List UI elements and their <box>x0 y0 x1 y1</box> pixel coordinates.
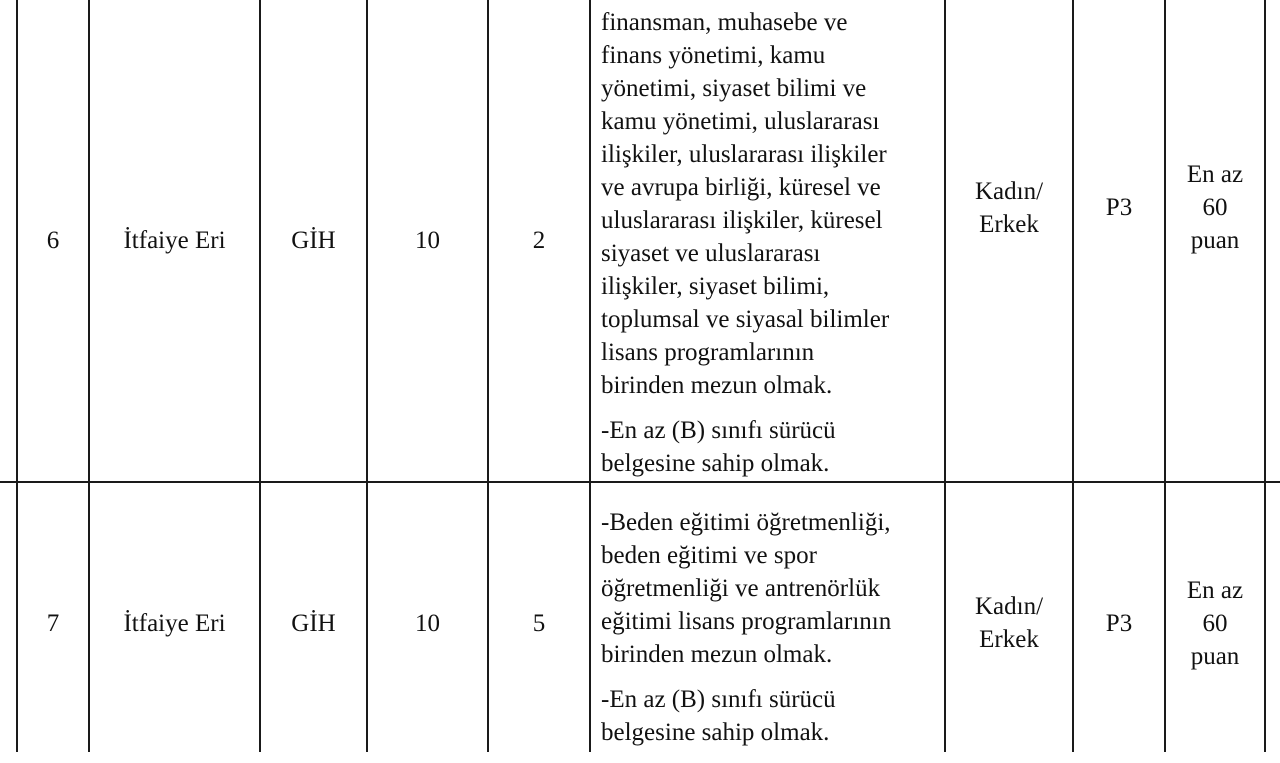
service-class: GİH <box>291 609 336 637</box>
kpss-score-type: P3 <box>1105 194 1133 221</box>
minimum-score: En az 60 puan <box>1186 161 1244 254</box>
position-title: İtfaiye Eri <box>123 609 226 637</box>
driver-license-requirement: -En az (B) sınıfı sürücü belgesine sahip olmak. <box>601 417 836 477</box>
grade: 10 <box>415 609 440 637</box>
driver-license-requirement: -En az (B) sınıfı sürücü belgesine sahip olmak. <box>601 686 836 746</box>
row-number: 6 <box>46 227 60 254</box>
qualification-text: -Beden eğitimi öğretmenliği, beden eğitimi ve spor öğretmenliği ve antrenörlük eğitimi lisans programlarının birinden mezun olmak. -En az (B) sınıfı sürücü belgesine sahip olmak. <box>601 506 891 749</box>
gender: Kadın/ Erkek <box>974 177 1044 238</box>
kpss-score-type: P3 <box>1105 609 1133 637</box>
service-class: GİH <box>291 227 336 254</box>
column-border <box>589 0 591 752</box>
qualification-text: finansman, muhasebe ve finans yönetimi, kamu yönetimi, siyaset bilimi ve kamu yönetimi, uluslararası ilişkiler, uluslararası ilişkiler ve avrupa birliği, küresel ve uluslararası ilişkiler, küresel siyaset ve uluslararası ilişkiler, siyaset bilimi, toplumsal ve siyasal bilimler lisans programlarının birinden mezun olmak. -En az (B) sınıfı sürücü belgesine sahip olmak. <box>601 6 889 480</box>
position-count: 2 <box>532 227 546 254</box>
column-border <box>1264 0 1266 752</box>
minimum-score: En az 60 puan <box>1186 576 1244 670</box>
position-title: İtfaiye Eri <box>123 227 226 254</box>
grade: 10 <box>415 227 440 254</box>
position-count: 5 <box>532 609 546 637</box>
gender: Kadın/ Erkek <box>974 593 1044 653</box>
row-number: 7 <box>46 609 60 637</box>
